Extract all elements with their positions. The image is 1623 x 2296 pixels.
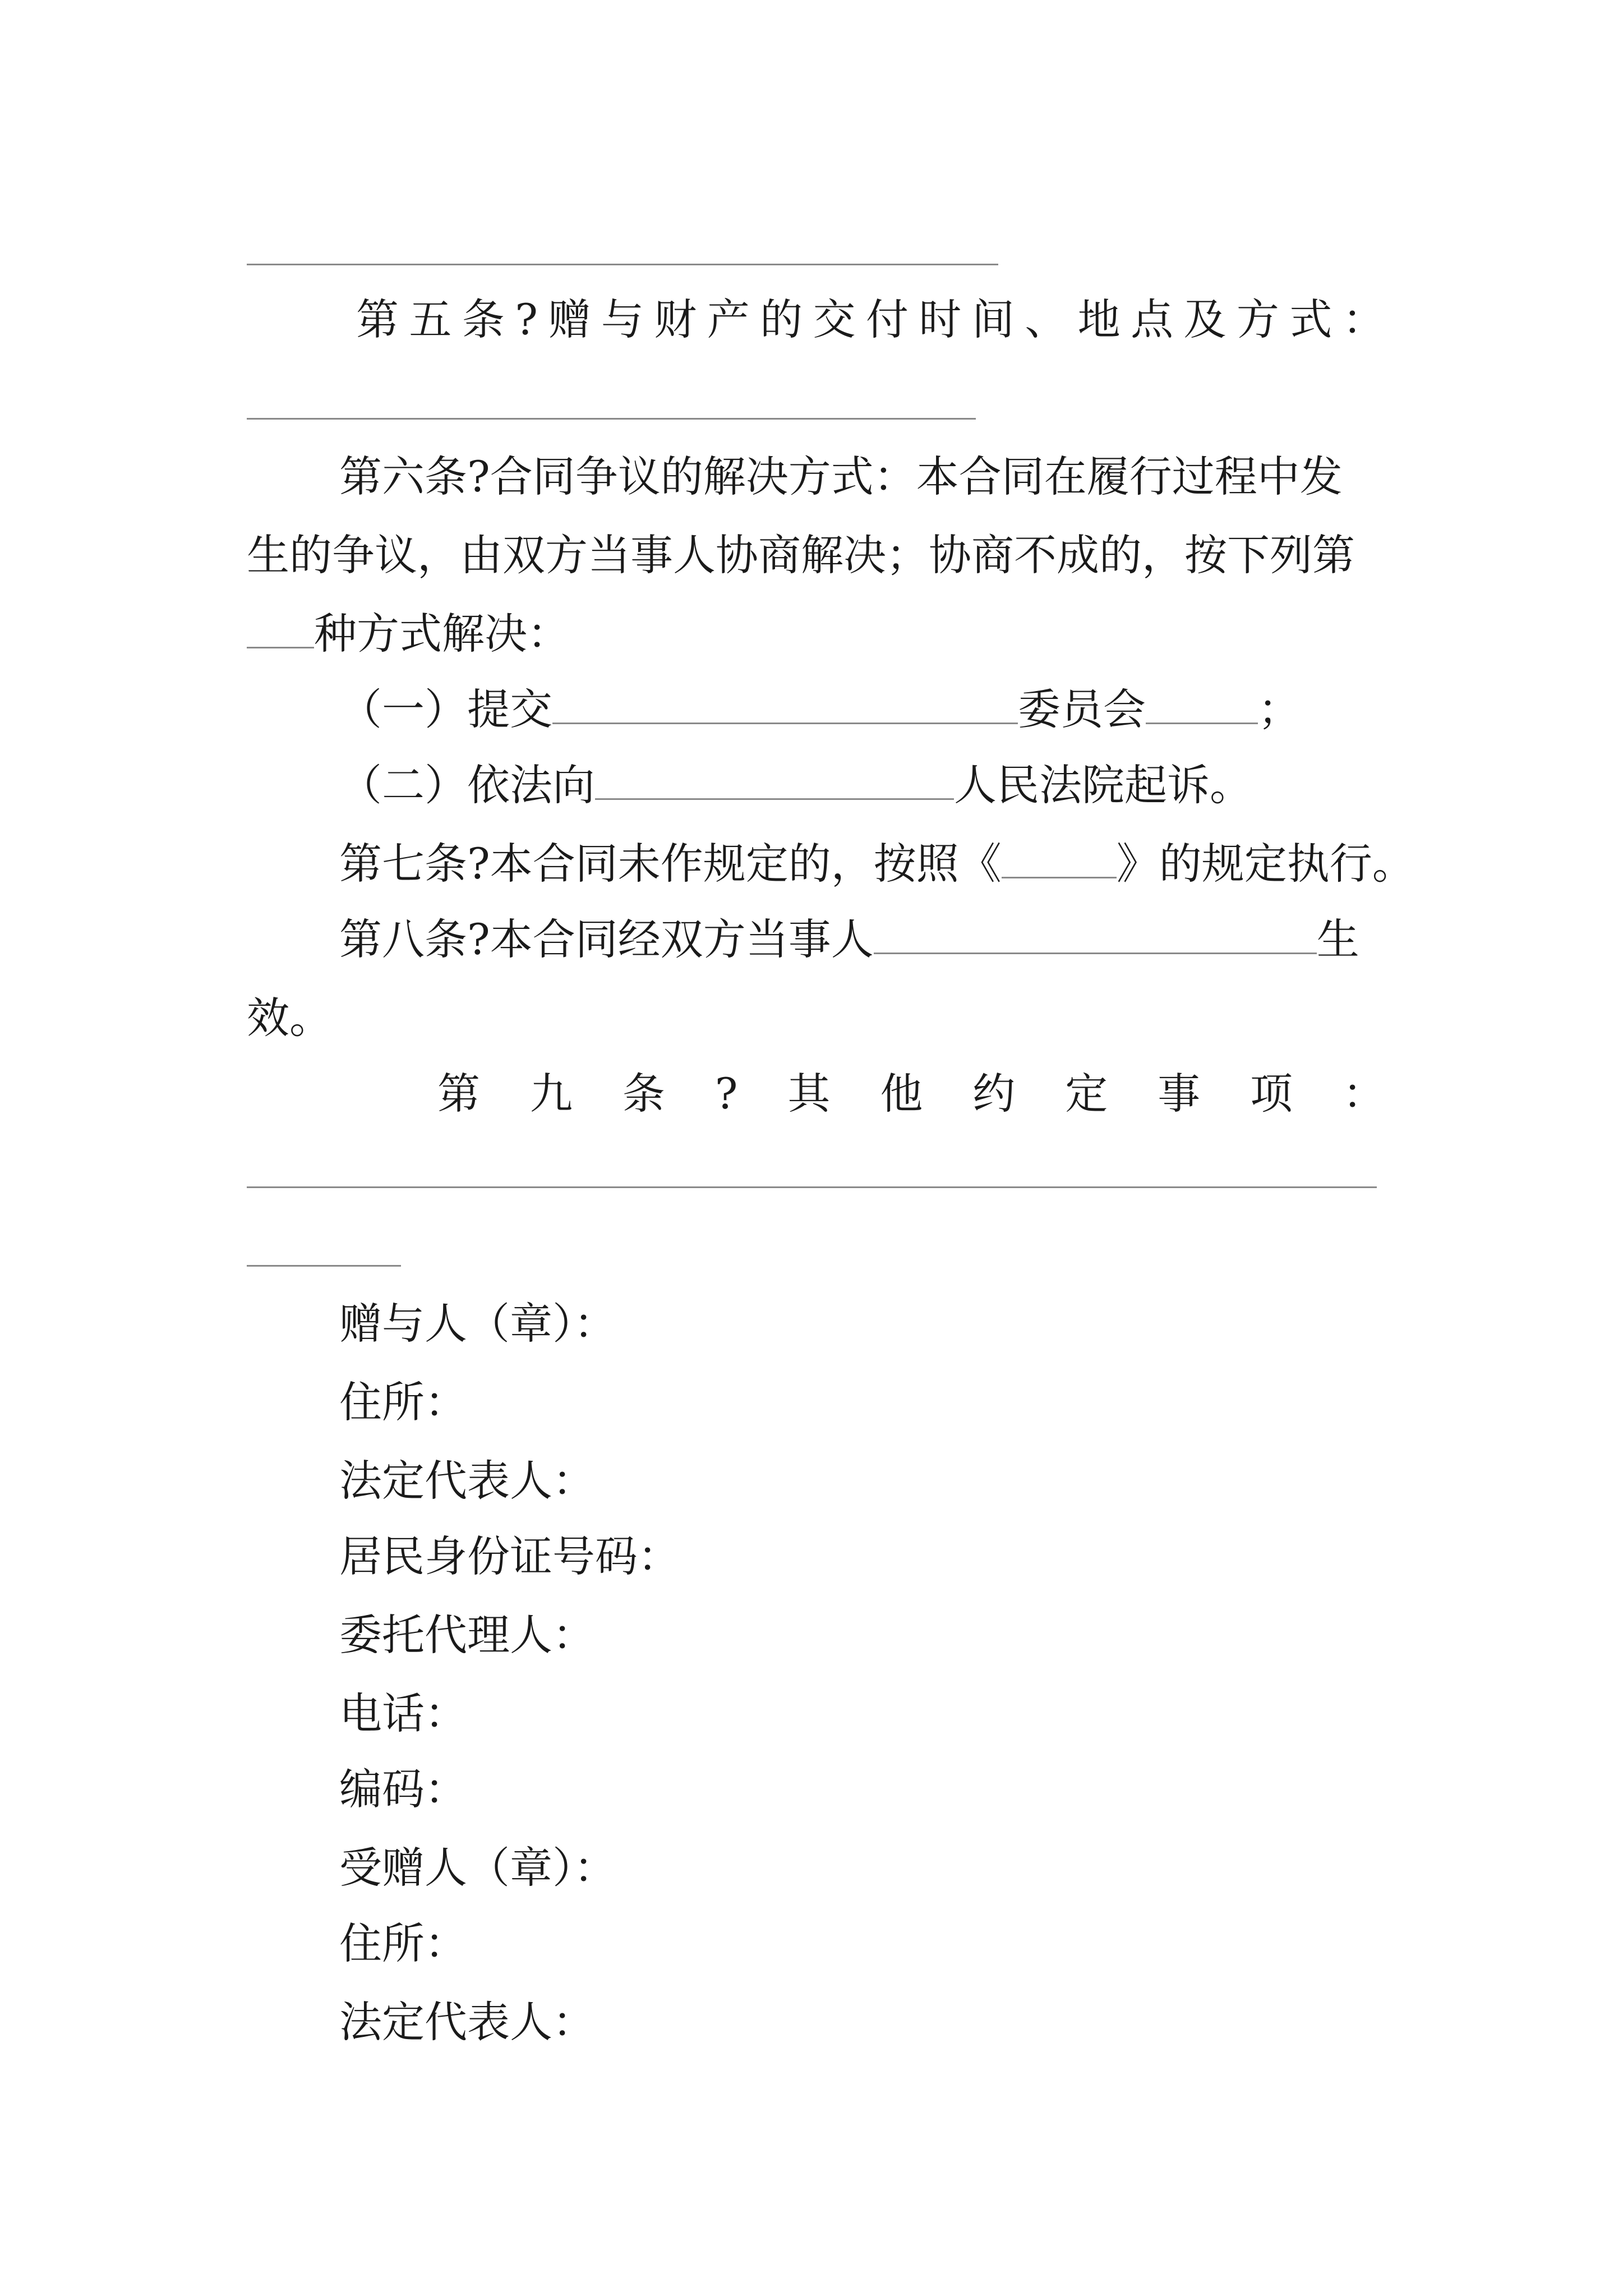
article-9-heading-char: 第 (437, 1069, 480, 1119)
blank-court-name (595, 765, 954, 800)
article-9-heading-char: 定 (1065, 1069, 1108, 1119)
article-9-heading-char: 事 (1158, 1069, 1201, 1119)
article-9-heading-char: 九 (529, 1069, 573, 1119)
article-5-heading-char: 付 (865, 295, 909, 344)
donor-postcode: 编码： (339, 1764, 467, 1814)
article-9-heading-char: 条 (622, 1069, 665, 1119)
article-5-heading-char: 方 (1236, 295, 1279, 344)
article-5-heading-char: 第 (356, 295, 399, 344)
option-1 (339, 682, 1301, 738)
donor-label: 赠与人（章）： (339, 1299, 616, 1349)
article-9-heading-char: ： (1342, 1069, 1385, 1119)
article-6-line-3 (247, 606, 570, 662)
option-2-prefix: （二）依法向 (339, 760, 595, 810)
article-9-heading-char: 项 (1250, 1069, 1293, 1119)
blank-line-article-9-a (247, 1186, 1377, 1188)
option-2 (339, 757, 1252, 813)
article-5-heading-char: 交 (813, 295, 856, 344)
donor-legal-rep: 法定代表人： (339, 1456, 595, 1506)
article-7-prefix: 第七条?本合同未作规定的，按照《 (339, 839, 1002, 889)
donor-phone: 电话： (339, 1688, 467, 1738)
article-8-prefix: 第八条?本合同经双方当事人 (339, 914, 874, 964)
article-5-heading (356, 292, 1385, 348)
donee-label: 受赠人（章）： (339, 1843, 616, 1893)
article-9-heading-char: 他 (880, 1069, 923, 1119)
donee-legal-rep: 法定代表人： (339, 1997, 595, 2047)
article-5-heading-char: ? (515, 295, 538, 344)
article-8-line-1 (339, 912, 1359, 968)
blank-law-name (1002, 843, 1117, 878)
blank-line-top (247, 264, 998, 265)
article-8-suffix: 生 (1316, 914, 1359, 964)
article-5-heading-char: 点 (1131, 295, 1174, 344)
article-5-heading-char: 、 (1025, 295, 1068, 344)
donee-address: 住所： (339, 1918, 467, 1968)
article-5-heading-char: 间 (971, 295, 1015, 344)
blank-arbitration-detail (1146, 689, 1258, 724)
article-5-heading-char: 的 (760, 295, 803, 344)
blank-line-article-5 (247, 418, 976, 420)
option-1-middle: 委员会 (1018, 684, 1146, 734)
article-5-heading-char: 产 (707, 295, 750, 344)
article-5-heading-char: 赠 (548, 295, 591, 344)
option-2-suffix: 人民法院起诉。 (954, 760, 1252, 810)
article-7-suffix: 》的规定执行。 (1116, 839, 1415, 889)
article-5-heading-char: ： (1342, 295, 1385, 344)
article-5-heading-char: 财 (654, 295, 697, 344)
article-5-heading-char: 与 (601, 295, 644, 344)
option-1-prefix: （一）提交 (339, 684, 552, 734)
article-7 (339, 836, 1415, 892)
donor-agent: 委托代理人： (339, 1610, 595, 1660)
article-9-heading (437, 1066, 1385, 1122)
article-8-line-2: 效。 (247, 993, 332, 1043)
blank-effective-condition (874, 919, 1317, 954)
article-6-line-2: 生的争议，由双方当事人协商解决；协商不成的，按下列第 (247, 530, 1355, 580)
article-9-heading-char: 约 (972, 1069, 1016, 1119)
article-9-heading-char: ? (714, 1069, 738, 1119)
donor-address: 住所： (339, 1377, 467, 1427)
article-5-heading-char: 及 (1183, 295, 1227, 344)
article-5-heading-char: 地 (1077, 295, 1121, 344)
article-5-heading-char: 条 (462, 295, 505, 344)
article-5-heading-char: 式 (1289, 295, 1332, 344)
article-5-heading-char: 五 (409, 295, 452, 344)
article-5-heading-char: 时 (919, 295, 962, 344)
donor-id-number: 居民身份证号码： (339, 1531, 680, 1581)
blank-line-article-9-b (247, 1265, 401, 1267)
blank-method-number (247, 613, 314, 648)
blank-arbitration-place (552, 689, 1018, 724)
option-1-suffix: ； (1258, 684, 1301, 734)
article-6-line-1: 第六条?合同争议的解决方式：本合同在履行过程中发 (339, 452, 1343, 501)
article-9-heading-char: 其 (787, 1069, 831, 1119)
article-6-line-3-text: 种方式解决： (314, 609, 570, 659)
